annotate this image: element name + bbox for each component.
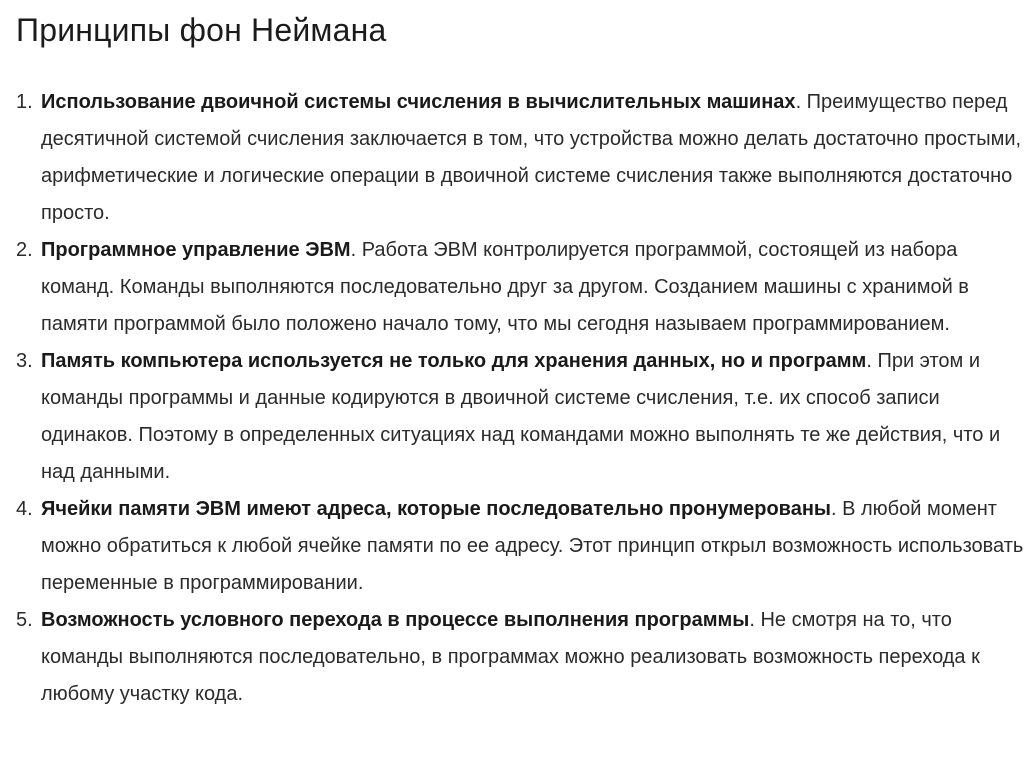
page-title: Принципы фон Неймана [16,12,387,48]
list-item-text: . Работа ЭВМ контролируется программой, состоящей из набора команд. Команды выполняются последовательно друг за другом. Созданием машины с хранимой в памяти программой было положено начало тому, что мы сегодня называем программированием. [41,239,969,335]
principles-list [16,84,1031,713]
list-item [16,491,1031,602]
list-item-number: 2. [16,239,33,261]
list-item-title: Возможность условного перехода в процессе выполнения программы [41,609,750,631]
list-item-number: 4. [16,498,33,520]
list-item-number: 1. [16,91,33,113]
list-item-text: . При этом и команды программы и данные кодируются в двоичной системе счисления, т.е. их способ записи одинаков. Поэтому в определенных ситуациях над командами можно выполнять те же действия, что и над данными. [41,350,1001,483]
list-item [16,602,1031,713]
list-item-title: Ячейки памяти ЭВМ имеют адреса, которые последовательно пронумерованы [41,498,831,520]
list-item-title: Память компьютера используется не только для хранения данных, но и программ [41,350,867,372]
list-item-text: . Не смотря на то, что команды выполняются последовательно, в программах можно реализовать возможность перехода к любому участку кода. [41,609,980,705]
list-item-text: . В любой момент можно обратиться к любой ячейке памяти по ее адресу. Этот принцип открыл возможность использовать переменные в программировании. [41,498,1024,594]
list-item [16,232,1031,343]
list-item-text: . Преимущество перед десятичной системой счисления заключается в том, что устройства можно делать достаточно простыми, арифметические и логические операции в двоичной системе счисления также выполняются достаточно просто. [41,91,1022,224]
list-item-title: Использование двоичной системы счисления в вычислительных машинах [41,91,796,113]
list-item-title: Программное управление ЭВМ [41,239,351,261]
list-item-number: 5. [16,609,33,631]
list-item [16,343,1031,491]
list-item-number: 3. [16,350,33,372]
list-item [16,84,1031,232]
